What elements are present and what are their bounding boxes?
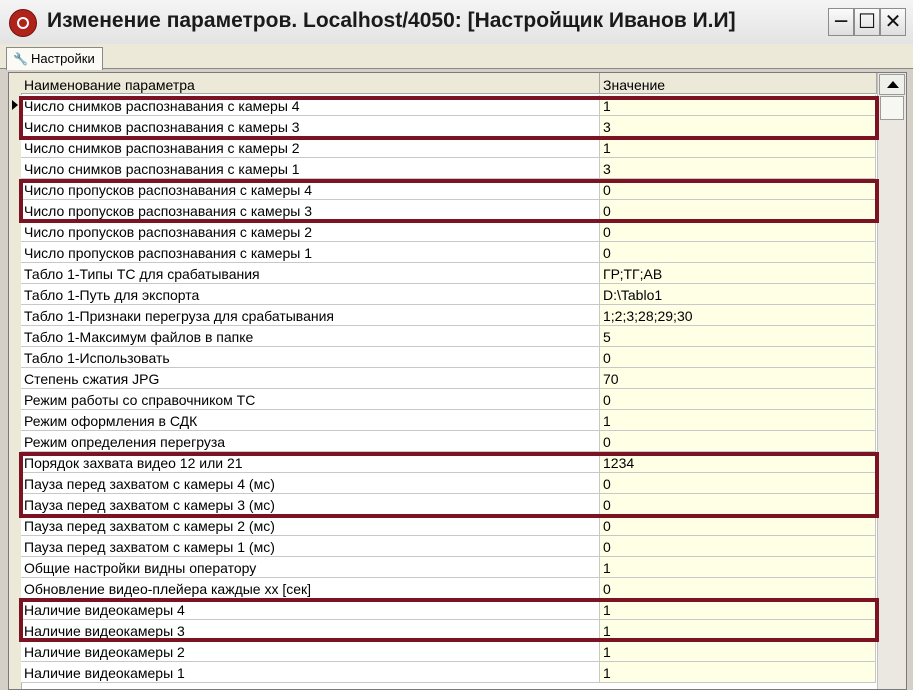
window-title: Изменение параметров. Localhost/4050: [Настройщик Иванов И.И] [47, 9, 736, 32]
parameter-value-cell[interactable]: 0 [600, 431, 876, 452]
table-row[interactable] [21, 473, 876, 494]
parameter-name-cell[interactable]: Режим работы со справочником ТС [21, 389, 600, 410]
maximize-button[interactable]: ☐ [854, 8, 880, 36]
table-row[interactable] [21, 620, 876, 641]
table-row[interactable] [21, 179, 876, 200]
parameter-value-cell[interactable]: 0 [600, 179, 876, 200]
parameter-name-cell[interactable]: Табло 1-Типы ТС для срабатывания [21, 263, 600, 284]
close-button[interactable]: ✕ [880, 8, 906, 36]
table-row[interactable] [21, 137, 876, 158]
parameter-name-cell[interactable]: Табло 1-Признаки перегруза для срабатывания [21, 305, 600, 326]
table-row[interactable] [21, 200, 876, 221]
parameters-grid [8, 72, 907, 690]
parameter-name-cell[interactable]: Табло 1-Путь для экспорта [21, 284, 600, 305]
vertical-scrollbar[interactable] [877, 73, 907, 689]
table-row[interactable] [21, 431, 876, 452]
table-row[interactable] [21, 347, 876, 368]
table-row[interactable] [21, 536, 876, 557]
parameter-value-cell[interactable]: 1 [600, 137, 876, 158]
parameter-name-cell[interactable]: Степень сжатия JPG [21, 368, 600, 389]
table-row[interactable] [21, 221, 876, 242]
table-row[interactable] [21, 368, 876, 389]
parameter-name-cell[interactable]: Обновление видео-плейера каждые хх [сек] [21, 578, 600, 599]
parameter-value-cell[interactable]: 5 [600, 326, 876, 347]
table-row[interactable] [21, 410, 876, 431]
parameter-name-cell[interactable]: Число снимков распознавания с камеры 3 [21, 116, 600, 137]
parameter-value-cell[interactable]: 70 [600, 368, 876, 389]
table-row[interactable] [21, 95, 876, 116]
parameter-value-cell[interactable]: 1234 [600, 452, 876, 473]
tab-settings[interactable] [6, 47, 103, 70]
scroll-up-arrow-icon[interactable] [879, 74, 905, 95]
table-row[interactable] [21, 599, 876, 620]
parameter-value-cell[interactable]: D:\Tablo1 [600, 284, 876, 305]
parameter-value-cell[interactable]: 0 [600, 578, 876, 599]
parameter-name-cell[interactable]: Наличие видеокамеры 4 [21, 599, 600, 620]
parameter-value-cell[interactable]: 1 [600, 641, 876, 662]
parameter-name-cell[interactable]: Число пропусков распознавания с камеры 3 [21, 200, 600, 221]
minimize-button[interactable]: ─ [828, 8, 854, 36]
tab-settings-label: Настройки [31, 51, 95, 66]
parameter-value-cell[interactable]: 3 [600, 158, 876, 179]
parameter-name-cell[interactable]: Общие настройки видны оператору [21, 557, 600, 578]
table-row[interactable] [21, 515, 876, 536]
table-row[interactable] [21, 116, 876, 137]
table-row[interactable] [21, 158, 876, 179]
parameter-value-cell[interactable]: 1 [600, 410, 876, 431]
parameter-name-cell[interactable]: Число пропусков распознавания с камеры 2 [21, 221, 600, 242]
parameter-value-cell[interactable]: 0 [600, 473, 876, 494]
parameter-name-cell[interactable]: Режим оформления в СДК [21, 410, 600, 431]
table-row[interactable] [21, 494, 876, 515]
parameter-name-cell[interactable]: Порядок захвата видео 12 или 21 [21, 452, 600, 473]
parameter-name-cell[interactable]: Табло 1-Использовать [21, 347, 600, 368]
parameter-value-cell[interactable]: 3 [600, 116, 876, 137]
parameter-name-cell[interactable]: Число снимков распознавания с камеры 2 [21, 137, 600, 158]
parameter-value-cell[interactable]: 1;2;3;28;29;30 [600, 305, 876, 326]
parameter-value-cell[interactable]: 0 [600, 347, 876, 368]
column-header-name[interactable]: Наименование параметра [21, 73, 600, 94]
parameter-value-cell[interactable]: ГР;ТГ;АВ [600, 263, 876, 284]
app-logo-icon [9, 9, 37, 37]
parameter-value-cell[interactable]: 0 [600, 515, 876, 536]
title-bar [0, 0, 913, 45]
parameter-name-cell[interactable]: Пауза перед захватом с камеры 3 (мс) [21, 494, 600, 515]
parameter-value-cell[interactable]: 1 [600, 620, 876, 641]
parameter-name-cell[interactable]: Число снимков распознавания с камеры 4 [21, 95, 600, 116]
scrollbar-thumb[interactable] [880, 96, 904, 120]
parameter-name-cell[interactable]: Наличие видеокамеры 1 [21, 662, 600, 683]
parameter-name-cell[interactable]: Табло 1-Максимум файлов в папке [21, 326, 600, 347]
table-row[interactable] [21, 263, 876, 284]
parameter-name-cell[interactable]: Пауза перед захватом с камеры 2 (мс) [21, 515, 600, 536]
parameter-value-cell[interactable]: 1 [600, 557, 876, 578]
parameter-name-cell[interactable]: Пауза перед захватом с камеры 1 (мс) [21, 536, 600, 557]
table-row[interactable] [21, 284, 876, 305]
parameter-value-cell[interactable]: 0 [600, 200, 876, 221]
table-row[interactable] [21, 662, 876, 683]
parameter-name-cell[interactable]: Пауза перед захватом с камеры 4 (мс) [21, 473, 600, 494]
table-row[interactable] [21, 578, 876, 599]
table-row[interactable] [21, 452, 876, 473]
parameter-name-cell[interactable]: Режим определения перегруза [21, 431, 600, 452]
parameter-name-cell[interactable]: Число снимков распознавания с камеры 1 [21, 158, 600, 179]
table-row[interactable] [21, 389, 876, 410]
tab-strip [0, 44, 913, 69]
table-row[interactable] [21, 242, 876, 263]
parameter-value-cell[interactable]: 1 [600, 95, 876, 116]
parameter-value-cell[interactable]: 0 [600, 494, 876, 515]
table-row[interactable] [21, 641, 876, 662]
parameter-name-cell[interactable]: Наличие видеокамеры 3 [21, 620, 600, 641]
table-row[interactable] [21, 557, 876, 578]
parameter-value-cell[interactable]: 0 [600, 536, 876, 557]
parameter-value-cell[interactable]: 1 [600, 662, 876, 683]
parameter-value-cell[interactable]: 0 [600, 242, 876, 263]
settings-tool-icon: 🔧 [13, 52, 28, 66]
parameter-value-cell[interactable]: 0 [600, 389, 876, 410]
column-header-value[interactable]: Значение [600, 73, 877, 94]
table-row[interactable] [21, 305, 876, 326]
table-row[interactable] [21, 326, 876, 347]
parameter-name-cell[interactable]: Наличие видеокамеры 2 [21, 641, 600, 662]
current-row-pointer-icon [12, 100, 18, 110]
parameter-name-cell[interactable]: Число пропусков распознавания с камеры 1 [21, 242, 600, 263]
parameter-value-cell[interactable]: 1 [600, 599, 876, 620]
parameter-value-cell[interactable]: 0 [600, 221, 876, 242]
parameter-name-cell[interactable]: Число пропусков распознавания с камеры 4 [21, 179, 600, 200]
